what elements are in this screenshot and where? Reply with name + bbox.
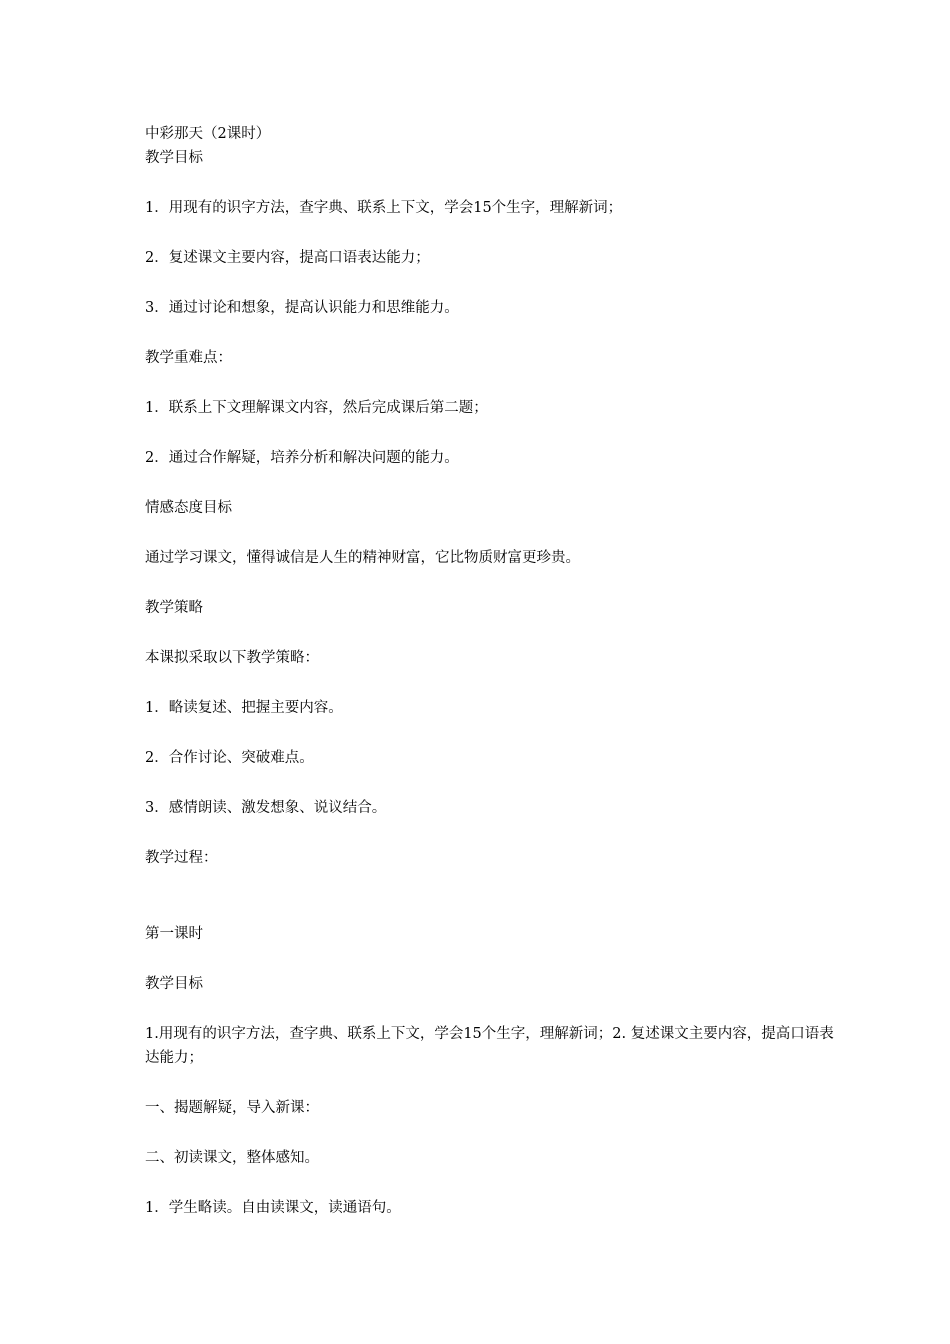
lesson1-objectives-heading: 教学目标 — [145, 976, 203, 992]
key-point-item: 1．联系上下文理解课文内容，然后完成课后第二题； — [145, 400, 488, 416]
step-one: 一、揭题解疑，导入新课： — [145, 1100, 319, 1116]
strategy-item: 1．略读复述、把握主要内容。 — [145, 700, 343, 716]
lesson1-heading: 第一课时 — [145, 926, 203, 942]
strategy-item: 2．合作讨论、突破难点。 — [145, 750, 314, 766]
key-points-heading: 教学重难点： — [145, 350, 232, 366]
process-heading: 教学过程： — [145, 850, 218, 866]
step-two: 二、初读课文，整体感知。 — [145, 1150, 319, 1166]
lesson1-objectives-text: 1.用现有的识字方法，查字典、联系上下文，学会15个生字，理解新词；2. 复述课文主要内容，提高口语表达能力； — [145, 1026, 834, 1066]
step-two-item: 1．学生略读。自由读课文，读通语句。 — [145, 1200, 401, 1216]
document-page — [145, 122, 835, 1220]
strategy-item: 3．感情朗读、激发想象、说议结合。 — [145, 800, 387, 816]
objective-item: 3．通过讨论和想象，提高认识能力和思维能力。 — [145, 300, 459, 316]
objective-item: 2．复述课文主要内容，提高口语表达能力； — [145, 250, 430, 266]
objective-item: 1．用现有的识字方法，查字典、联系上下文，学会15个生字，理解新词； — [145, 200, 623, 216]
emotion-heading: 情感态度目标 — [145, 500, 232, 516]
key-point-item: 2．通过合作解疑，培养分析和解决问题的能力。 — [145, 450, 459, 466]
emotion-text: 通过学习课文，懂得诚信是人生的精神财富，它比物质财富更珍贵。 — [145, 550, 580, 566]
document-title: 中彩那天（2课时） — [145, 126, 271, 142]
strategy-intro: 本课拟采取以下教学策略： — [145, 650, 319, 666]
strategy-heading: 教学策略 — [145, 600, 203, 616]
objectives-heading: 教学目标 — [145, 150, 203, 166]
